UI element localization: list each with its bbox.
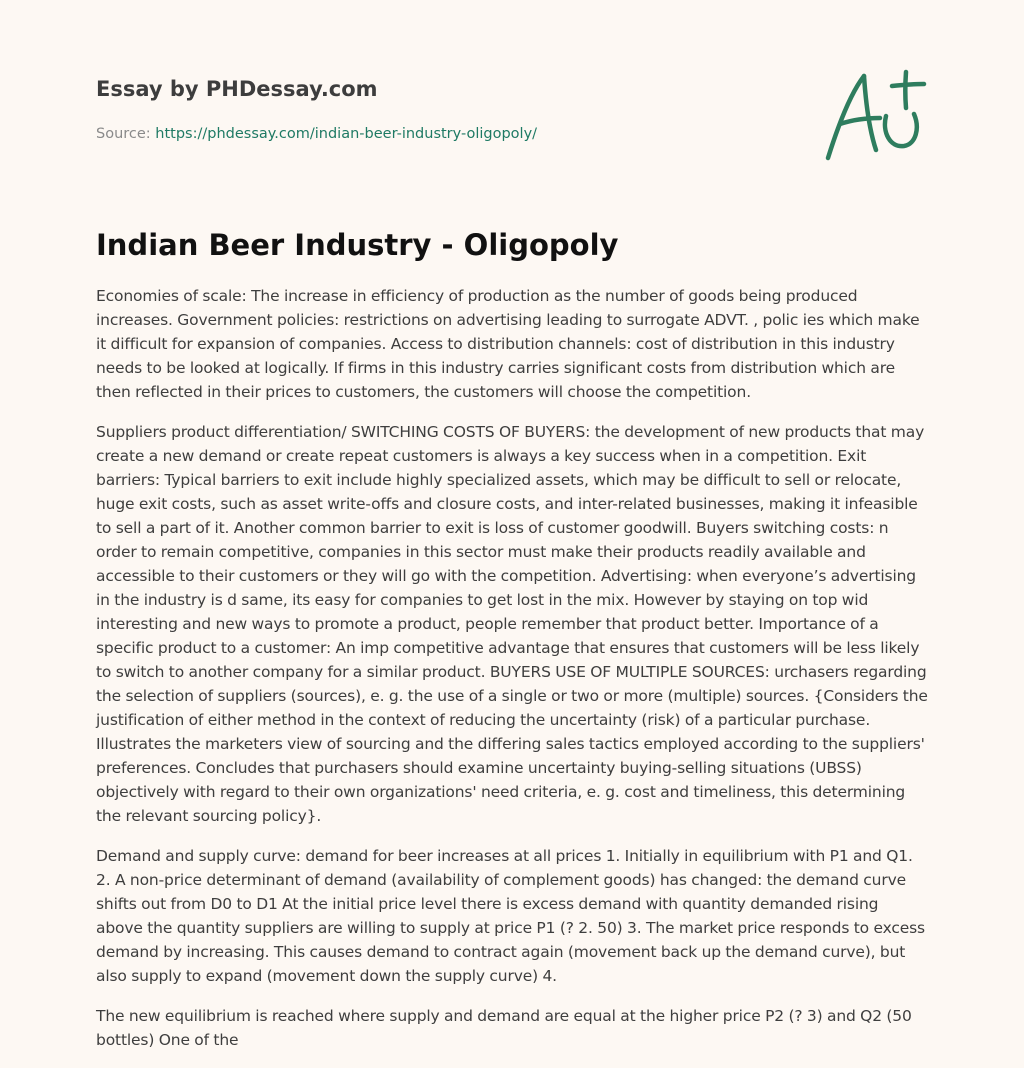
header (96, 74, 696, 144)
source-link[interactable]: https://phdessay.com/indian-beer-industry-oligopoly/ (155, 126, 538, 142)
source-label: Source: (96, 126, 151, 142)
article-paragraph: Economies of scale: The increase in efficiency of production as the number of goods being produced increases. Government policies: restrictions on advertising leading to surrogate ADVT. , polic ies which make it difficult for expansion of companies. Access to distribution channels: cost of distribution in this industry needs to be looked at logically. If firms in this industry carries significant costs from distribution which are then reflected in their prices to customers, the customers will choose the competition. (96, 287, 920, 401)
article-title: Indian Beer Industry - Oligopoly (96, 228, 619, 262)
article-paragraph: Suppliers product differentiation/ SWITCHING COSTS OF BUYERS: the development of new products that may create a new demand or create repeat customers is always a key success when in a competition. Exit barriers: Typical barriers to exit include highly specialized assets, which may be difficult to sell or relocate, huge exit costs, such as asset write-offs and closure costs, and inter-related businesses, making it infeasible to sell a part of it. Another common barrier to exit is loss of customer goodwill. Buyers switching costs: n order to remain competitive, companies in this sector must make their products readily available and accessible to their customers or they will go with the competition. Advertising: when everyone’s advertising in the industry is d same, its easy for companies to get lost in the mix. However by staying on top wid interesting and new ways to promote a product, people remember that product better. Importance of a specific product to a customer: An imp competitive advantage that ensures that customers will be less likely to switch to another company for a similar product. BUYERS USE OF MULTIPLE SOURCES: urchasers regarding the selection of suppliers (sources), e. g. the use of a single or two or more (multiple) sources. {Considers the justification of either method in the context of reducing the uncertainty (risk) of a particular purchase. Illustrates the marketers view of sourcing and the differing sales tactics employed according to the suppliers' preferences. Concludes that purchasers should examine uncertainty buying-selling situations (UBSS) objectively with regard to their own organizations' need criteria, e. g. cost and timeliness, this determining the relevant sourcing policy}. (96, 423, 928, 825)
a-plus-logo-icon (820, 66, 930, 166)
article-paragraph: The new equilibrium is reached where supply and demand are equal at the higher price P2 (? 3) and Q2 (50 bottles) One of the (96, 1007, 912, 1049)
site-brand: Essay by PHDessay.com (96, 77, 378, 101)
source-line (96, 124, 696, 144)
article-body (96, 284, 928, 1068)
article-paragraph: Demand and supply curve: demand for beer increases at all prices 1. Initially in equilibrium with P1 and Q1. 2. A non-price determinant of demand (availability of complement goods) has changed: the demand curve shifts out from D0 to D1 At the initial price level there is excess demand with quantity demanded rising above the quantity suppliers are willing to supply at price P1 (? 2. 50) 3. The market price responds to excess demand by increasing. This causes demand to contract again (movement back up the demand curve), but also supply to expand (movement down the supply curve) 4. (96, 847, 925, 985)
